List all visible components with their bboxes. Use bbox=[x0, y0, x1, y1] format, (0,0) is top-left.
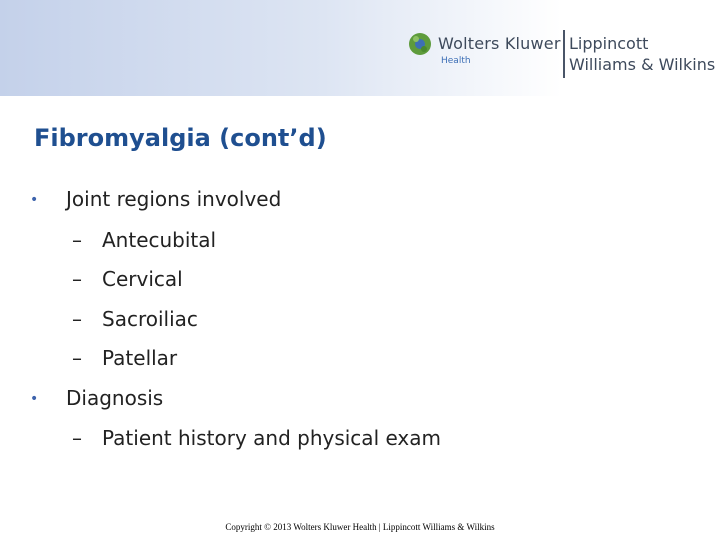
slide-title: Fibromyalgia (cont’d) bbox=[34, 124, 327, 152]
sub-bullet-text: Cervical bbox=[102, 267, 183, 291]
bullet-marker: • bbox=[30, 192, 39, 208]
sub-bullet-item bbox=[72, 346, 178, 370]
sub-bullet-text: Antecubital bbox=[102, 228, 217, 252]
globe-logo-icon bbox=[408, 32, 432, 56]
partner-line-1: Lippincott bbox=[569, 34, 649, 53]
sub-bullet-marker: – bbox=[72, 228, 82, 252]
logo-divider bbox=[563, 30, 565, 78]
sub-bullet-text: Patient history and physical exam bbox=[102, 426, 442, 450]
sub-bullet-item bbox=[72, 228, 217, 252]
sub-bullet-marker: – bbox=[72, 267, 82, 291]
bullet-item bbox=[30, 187, 282, 211]
sub-bullet-marker: – bbox=[72, 426, 82, 450]
bullet-text: Joint regions involved bbox=[66, 187, 282, 211]
sub-bullet-text: Sacroiliac bbox=[102, 307, 198, 331]
brand-sub: Health bbox=[441, 56, 471, 66]
sub-bullet-item bbox=[72, 426, 442, 450]
bullet-marker: • bbox=[30, 391, 39, 407]
bullet-text: Diagnosis bbox=[66, 386, 164, 410]
sub-bullet-marker: – bbox=[72, 307, 82, 331]
sub-bullet-text: Patellar bbox=[102, 346, 178, 370]
sub-bullet-item bbox=[72, 267, 183, 291]
sub-bullet-item bbox=[72, 307, 198, 331]
copyright-footer: Copyright © 2013 Wolters Kluwer Health | Lippincott Williams & Wilkins bbox=[225, 522, 495, 532]
partner-line-2: Williams & Wilkins bbox=[569, 55, 716, 74]
bullet-item bbox=[30, 386, 164, 410]
sub-bullet-marker: – bbox=[72, 346, 82, 370]
brand-name: Wolters Kluwer bbox=[438, 34, 561, 53]
